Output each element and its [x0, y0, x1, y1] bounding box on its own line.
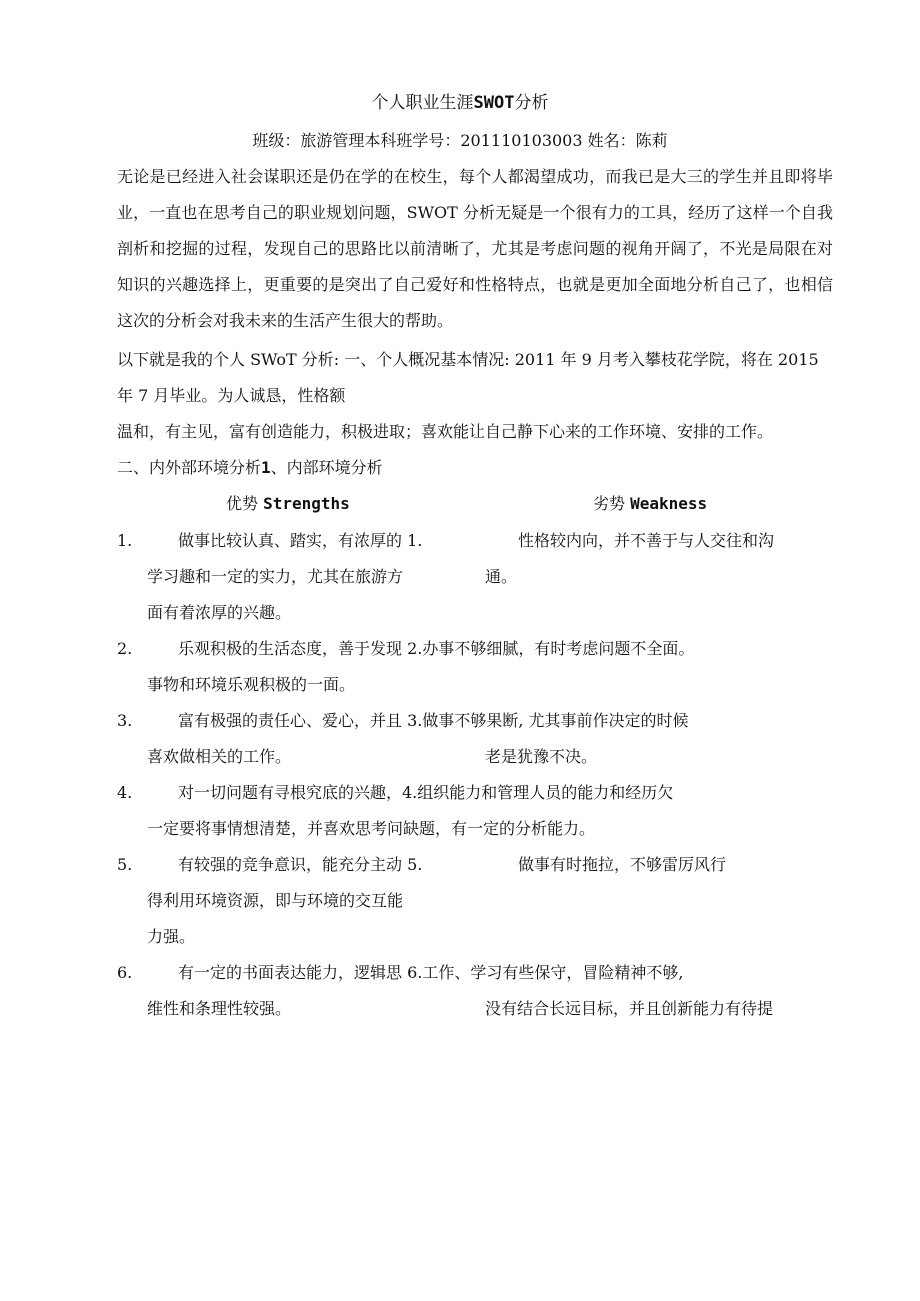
weakness-text: 通。	[485, 567, 518, 586]
overview-line-3: 温和，有主见，富有创造能力，积极进取；喜欢能让自己静下心来的工作环境、安排的工作。	[117, 422, 774, 441]
item-number: 6.	[117, 963, 133, 982]
weakness-text: 性格较内向，并不善于与人交往和沟	[518, 531, 775, 550]
strength-text: 事物和环境乐观积极的一面。	[147, 675, 356, 694]
strength-text: 维性和条理性较强。	[147, 999, 292, 1018]
strength-text: 做事比较认真、踏实，有浓厚的 1.	[178, 531, 423, 550]
strength-text: 学习趣和一定的实力，尤其在旅游方	[147, 567, 404, 586]
strength-text: 有较强的竞争意识，能充分主动 5.	[178, 855, 423, 874]
intro-paragraph: 无论是已经进入社会谋职还是仍在学的在校生，每个人都渴望成功，而我已是大三的学生并且即将毕业，一直也在思考自己的职业规划问题，SWOT 分析无疑是一个很有力的工具，经历了这样一个自我剖析和挖掘的过程，发现自己的思路比以前清晰了，尤其是考虑问题的视角开阔了，不光是局限在对知识的兴趣选择上，更重要的是突出了自己爱好和性格特点，也就是更加全面地分析自己了，也相信这次的分析会对我未来的生活产生很大的帮助。	[117, 167, 833, 330]
section-code: 1	[261, 458, 271, 477]
section-suffix: 、内部环境分析	[270, 458, 383, 477]
strength-text: 面有着浓厚的兴趣。	[147, 603, 292, 622]
item-number: 4.	[117, 783, 133, 802]
strength-text: 喜欢做相关的工作。	[147, 747, 292, 766]
title-prefix: 个人职业生涯	[371, 93, 474, 113]
item-number: 2.	[117, 639, 133, 658]
item-number: 5.	[117, 855, 133, 874]
strength-text: 富有极强的责任心、爱心，并且 3.做事不够果断, 尤其事前作决定的时候	[178, 711, 689, 730]
strength-text: 对一切问题有寻根究底的兴趣，4.组织能力和管理人员的能力和经历欠	[178, 783, 674, 802]
weakness-header-en: Weakness	[630, 494, 708, 513]
weakness-text: 没有结合长远目标，并且创新能力有待提	[485, 999, 774, 1018]
strength-text: 力强。	[147, 927, 196, 946]
title-suffix: 分析	[514, 93, 549, 113]
weakness-header	[593, 494, 707, 514]
item-number: 3.	[117, 711, 133, 730]
section-prefix: 二、内外部环境分析	[117, 458, 262, 477]
overview-line-1: 以下就是我的个人 SWoT 分析: 一、个人概况基本情况: 2011 年 9 月考入攀枝花学院，将在 2015	[117, 350, 819, 369]
strength-text: 乐观积极的生活态度，善于发现 2.办事不够细腻，有时考虑问题不全面。	[178, 639, 695, 658]
strength-text: 一定要将事情想清楚，并喜欢思考问缺题，有一定的分析能力。	[147, 819, 596, 838]
weakness-text: 老是犹豫不决。	[485, 747, 598, 766]
student-info: 班级：旅游管理本科班学号：201110103003 姓名：陈莉	[252, 131, 668, 150]
title-code: SWOT	[473, 93, 515, 113]
page-title	[0, 93, 920, 113]
strength-text: 得利用环境资源，即与环境的交互能	[147, 891, 404, 910]
strength-text: 有一定的书面表达能力，逻辑思 6.工作、学习有些保守，冒险精神不够,	[178, 963, 684, 982]
strengths-header-cn: 优势	[226, 494, 259, 513]
strengths-header	[226, 494, 350, 514]
weakness-text: 做事有时拖拉，不够雷厉风行	[518, 855, 727, 874]
item-number: 1.	[117, 531, 133, 550]
weakness-header-cn: 劣势	[593, 494, 626, 513]
section-heading	[117, 458, 383, 478]
overview-line-2: 年 7 月毕业。为人诚恳，性格额	[117, 386, 346, 405]
strengths-header-en: Strengths	[263, 494, 350, 513]
